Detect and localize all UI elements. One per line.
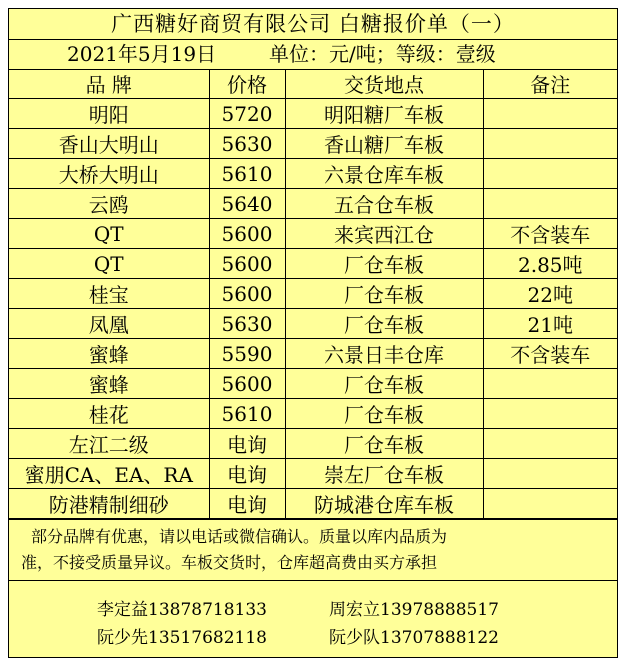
cell-location: 来宾西江仓 <box>285 219 483 249</box>
cell-price: 5720 <box>209 99 285 129</box>
table-row <box>9 279 617 309</box>
table-row <box>9 369 617 399</box>
table-row <box>9 339 617 369</box>
table-row <box>9 219 617 249</box>
cell-price: 电询 <box>209 429 285 459</box>
contact-3 <box>97 623 267 648</box>
cell-price: 5600 <box>209 249 285 279</box>
table-row <box>9 189 617 219</box>
header-brand: 品 牌 <box>9 69 209 99</box>
cell-location: 厂仓车板 <box>285 399 483 429</box>
cell-note: 22吨 <box>483 279 617 309</box>
contact-phone: 13978888517 <box>380 600 499 620</box>
notice-line-1: 部分品牌有优惠，请以电话或微信确认。质量以库内品质为 <box>31 527 448 546</box>
cell-note <box>483 189 617 219</box>
cell-location: 厂仓车板 <box>285 279 483 309</box>
cell-location: 五合仓车板 <box>285 189 483 219</box>
notice-box <box>9 519 617 581</box>
page-title: 广西糖好商贸有限公司 白糖报价单（一） <box>9 9 617 40</box>
cell-price: 5640 <box>209 189 285 219</box>
unit-grade-label: 单位：元/吨；等级：壹级 <box>269 42 496 66</box>
cell-brand: 桂花 <box>9 399 209 429</box>
cell-note <box>483 489 617 519</box>
cell-location: 六景仓库车板 <box>285 159 483 189</box>
price-table <box>9 69 617 519</box>
cell-brand: 云鸥 <box>9 189 209 219</box>
cell-brand: 凤凰 <box>9 309 209 339</box>
cell-price: 5600 <box>209 369 285 399</box>
table-row <box>9 459 617 489</box>
cell-brand: 蜜蜂 <box>9 369 209 399</box>
table-row <box>9 159 617 189</box>
cell-brand: 蜜蜂 <box>9 339 209 369</box>
cell-location: 崇左厂仓车板 <box>285 459 483 489</box>
cell-price: 5630 <box>209 309 285 339</box>
contact-name: 阮少先 <box>97 628 148 648</box>
cell-brand: 蜜朋CA、EA、RA <box>9 459 209 489</box>
cell-price: 5630 <box>209 129 285 159</box>
contact-phone: 13517682118 <box>148 628 267 648</box>
cell-price: 5600 <box>209 279 285 309</box>
cell-brand: QT <box>9 219 209 249</box>
cell-location: 六景日丰仓库 <box>285 339 483 369</box>
contact-name: 李定益 <box>97 600 148 620</box>
cell-price: 电询 <box>209 489 285 519</box>
cell-note <box>483 459 617 489</box>
table-row <box>9 99 617 129</box>
cell-price: 电询 <box>209 459 285 489</box>
contact-4 <box>329 623 499 648</box>
cell-note: 不含装车 <box>483 219 617 249</box>
cell-brand: 香山大明山 <box>9 129 209 159</box>
table-row <box>9 489 617 519</box>
cell-location: 防城港仓库车板 <box>285 489 483 519</box>
cell-brand: QT <box>9 249 209 279</box>
cell-location: 厂仓车板 <box>285 429 483 459</box>
contact-phone: 13878718133 <box>148 600 267 620</box>
cell-note <box>483 429 617 459</box>
contact-phone: 13707888122 <box>380 628 499 648</box>
header-price: 价格 <box>209 69 285 99</box>
contact-name: 阮少队 <box>329 628 380 648</box>
cell-price: 5610 <box>209 159 285 189</box>
cell-location: 厂仓车板 <box>285 309 483 339</box>
table-header-row <box>9 69 617 99</box>
cell-location: 厂仓车板 <box>285 249 483 279</box>
cell-price: 5590 <box>209 339 285 369</box>
contact-2 <box>329 595 499 620</box>
cell-brand: 明阳 <box>9 99 209 129</box>
cell-note: 21吨 <box>483 309 617 339</box>
cell-note <box>483 159 617 189</box>
table-row <box>9 249 617 279</box>
table-row <box>9 309 617 339</box>
table-row <box>9 129 617 159</box>
price-sheet <box>8 8 618 658</box>
cell-note <box>483 369 617 399</box>
notice-line-2: 准，不接受质量异议。车板交货时，仓库超高费由买方承担 <box>21 553 438 572</box>
header-location: 交货地点 <box>285 69 483 99</box>
cell-note <box>483 99 617 129</box>
subtitle-row <box>9 39 617 70</box>
cell-price: 5600 <box>209 219 285 249</box>
cell-brand: 防港精制细砂 <box>9 489 209 519</box>
cell-location: 明阳糖厂车板 <box>285 99 483 129</box>
cell-location: 厂仓车板 <box>285 369 483 399</box>
date-label: 2021年5月19日 <box>67 42 217 66</box>
table-row <box>9 399 617 429</box>
cell-note <box>483 399 617 429</box>
table-row <box>9 429 617 459</box>
contact-1 <box>97 595 267 620</box>
contact-name: 周宏立 <box>329 600 380 620</box>
cell-brand: 桂宝 <box>9 279 209 309</box>
header-note: 备注 <box>483 69 617 99</box>
cell-note: 2.85吨 <box>483 249 617 279</box>
cell-note: 不含装车 <box>483 339 617 369</box>
cell-price: 5610 <box>209 399 285 429</box>
cell-location: 香山糖厂车板 <box>285 129 483 159</box>
cell-note <box>483 129 617 159</box>
cell-brand: 大桥大明山 <box>9 159 209 189</box>
cell-brand: 左江二级 <box>9 429 209 459</box>
